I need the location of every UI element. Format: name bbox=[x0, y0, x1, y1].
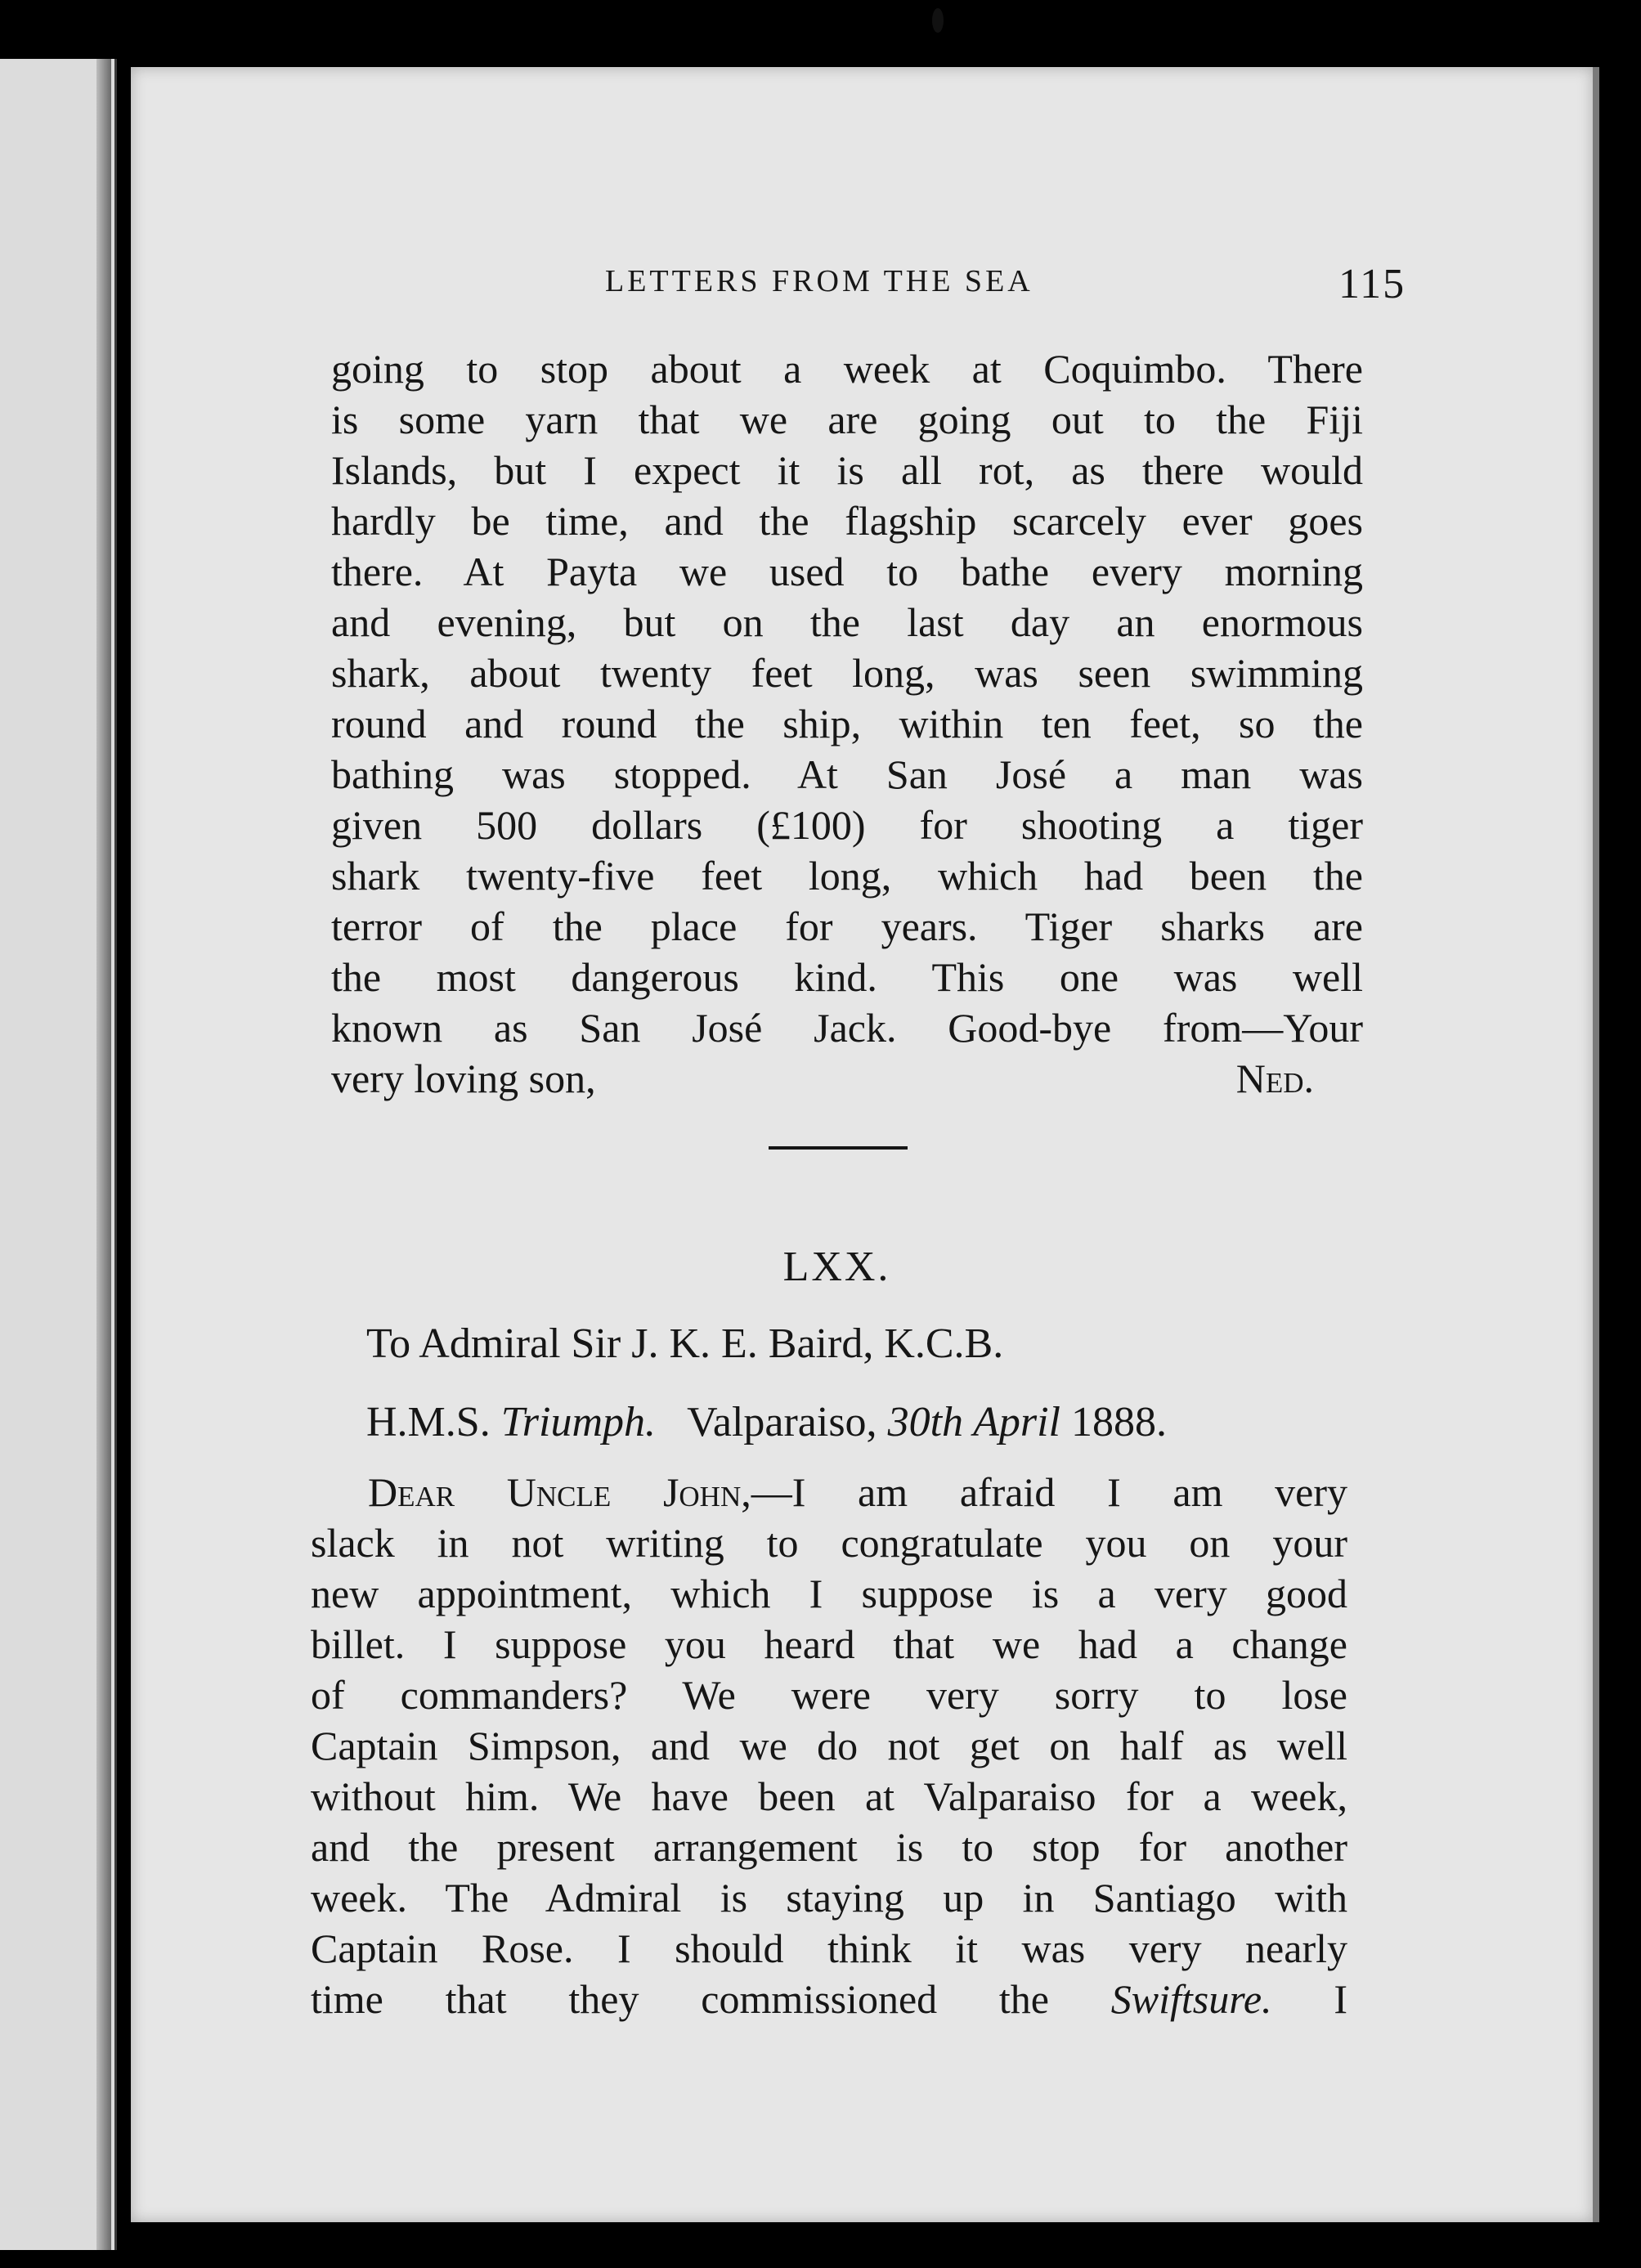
text-line: new appointment, which I suppose is a very good bbox=[311, 1571, 1347, 1616]
text-line: of commanders? We were very sorry to lose bbox=[311, 1672, 1347, 1718]
text-line: is some yarn that we are going out to the Fiji bbox=[331, 397, 1363, 442]
letter-body bbox=[311, 1467, 1347, 2024]
text-line: there. At Payta we used to bathe every morning bbox=[331, 549, 1363, 594]
ship-prefix: H.M.S. bbox=[366, 1399, 491, 1446]
page-number: 115 bbox=[1338, 261, 1406, 307]
text-line: billet. I suppose you heard that we had a change bbox=[311, 1621, 1347, 1667]
text-line: without him. We have been at Valparaiso for a week, bbox=[311, 1773, 1347, 1819]
text-line: the most dangerous kind. This one was well bbox=[331, 954, 1363, 1000]
dateline-place: Valparaiso, bbox=[687, 1399, 877, 1446]
text-fragment: I bbox=[1334, 1976, 1347, 2022]
section-divider bbox=[769, 1146, 908, 1150]
letter-salutation: Dear Uncle John, bbox=[368, 1469, 751, 1515]
letter-closing: very loving son, bbox=[331, 1056, 596, 1101]
letter-body-continued bbox=[331, 343, 1363, 1104]
text-line: Islands, but I expect it is all rot, as there would bbox=[331, 447, 1363, 493]
text-line: and evening, but on the last day an enormous bbox=[331, 599, 1363, 645]
text-line: and the present arrangement is to stop for another bbox=[311, 1824, 1347, 1870]
closing-line bbox=[331, 1053, 1363, 1104]
text-line: shark, about twenty feet long, was seen swimming bbox=[331, 650, 1363, 696]
running-title: LETTERS FROM THE SEA bbox=[605, 264, 1033, 298]
text-line: terror of the place for years. Tiger sharks are bbox=[331, 903, 1363, 949]
letter-number-heading: LXX. bbox=[782, 1244, 891, 1290]
letter-dateline bbox=[366, 1398, 1167, 1446]
letter-signature: Ned. bbox=[1235, 1056, 1314, 1101]
text-line: week. The Admiral is staying up in Santiago with bbox=[311, 1875, 1347, 1921]
text-line: slack in not writing to congratulate you on your bbox=[311, 1520, 1347, 1566]
text-line bbox=[311, 1467, 1347, 1517]
text-fragment: time that they commissioned the bbox=[311, 1976, 1049, 2022]
page-edge-shadow bbox=[1593, 67, 1599, 2222]
text-line: Captain Simpson, and we do not get on half as well bbox=[311, 1723, 1347, 1768]
text-line: bathing was stopped. At San José a man was bbox=[331, 751, 1363, 797]
dateline-year: 1888. bbox=[1070, 1399, 1167, 1446]
text-line: round and round the ship, within ten feet, so the bbox=[331, 701, 1363, 746]
scan-speck bbox=[932, 8, 944, 33]
ship-name-italic: Swiftsure. bbox=[1110, 1976, 1272, 2022]
text-line: known as San José Jack. Good-bye from—Your bbox=[331, 1005, 1363, 1051]
ship-name: Triumph. bbox=[500, 1399, 657, 1446]
text-line: shark twenty-five feet long, which had been the bbox=[331, 853, 1363, 899]
text-line bbox=[311, 1974, 1347, 2024]
dateline-date: 30th April bbox=[887, 1399, 1060, 1446]
letter-addressee: To Admiral Sir J. K. E. Baird, K.C.B. bbox=[366, 1320, 1004, 1367]
text-line: given 500 dollars (£100) for shooting a tiger bbox=[331, 802, 1363, 848]
text-line: Captain Rose. I should think it was very nearly bbox=[311, 1925, 1347, 1971]
book-gutter bbox=[96, 59, 111, 2250]
text-fragment: —I am afraid I am very bbox=[751, 1469, 1347, 1515]
text-line: hardly be time, and the flagship scarcely ever goes bbox=[331, 498, 1363, 544]
text-line: going to stop about a week at Coquimbo. There bbox=[331, 346, 1363, 392]
